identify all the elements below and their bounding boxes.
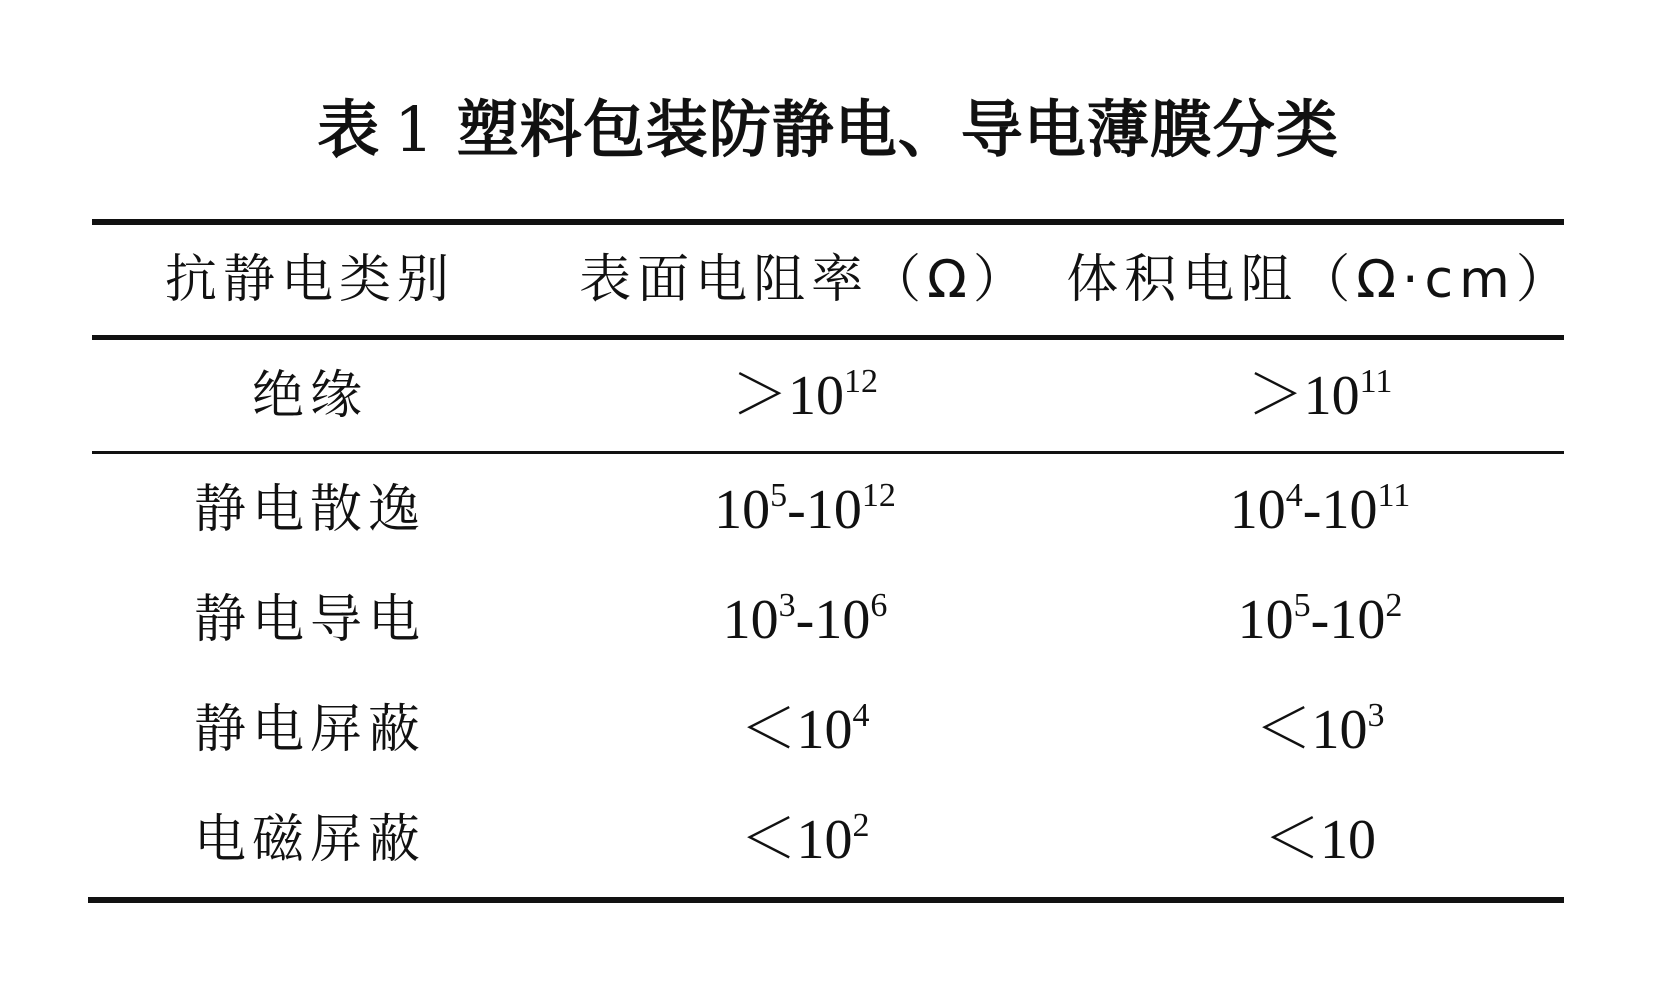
value-exponent-2: 6 <box>870 587 888 624</box>
range-separator: - <box>1310 589 1330 651</box>
range-separator: - <box>787 479 806 541</box>
table-top-rule <box>92 219 1564 225</box>
value-base-2: 10 <box>814 589 871 651</box>
table-header-rule <box>92 335 1564 340</box>
value-exponent: 5 <box>1293 587 1311 624</box>
comparison-sign: ＜ <box>1255 699 1312 761</box>
value-exponent: 12 <box>844 363 878 400</box>
volume-resistance-value <box>1060 364 1580 428</box>
range-separator: - <box>1302 479 1322 541</box>
volume-resistance-value <box>1060 698 1580 762</box>
surface-resistivity-value <box>540 588 1070 652</box>
value-base: 10 <box>722 589 779 651</box>
column-header-category: 抗静电类别 <box>164 250 455 310</box>
table-title-prefix: 表 <box>317 93 381 166</box>
volume-resistance-value <box>1060 808 1580 872</box>
row-category: 静电导电 <box>193 590 426 650</box>
row-category: 静电散逸 <box>193 480 426 540</box>
comparison-sign: ＞ <box>732 365 788 427</box>
table-title <box>0 90 1656 170</box>
range-separator: - <box>795 589 815 651</box>
value-base: 10 <box>714 479 771 541</box>
table-number: 1 <box>394 93 435 166</box>
row-category: 静电屏蔽 <box>193 700 426 760</box>
value-exponent: 5 <box>770 477 788 514</box>
comparison-sign: ＜ <box>1264 809 1320 871</box>
row-category: 电磁屏蔽 <box>193 810 426 870</box>
table-divider-rule <box>92 451 1564 454</box>
value-base: 10 <box>796 699 853 761</box>
value-base: 10 <box>1229 479 1286 541</box>
surface-resistivity-value <box>540 808 1070 872</box>
row-category: 绝缘 <box>251 366 368 426</box>
comparison-sign: ＜ <box>740 699 797 761</box>
value-exponent: 11 <box>1359 363 1393 400</box>
value-exponent-2: 12 <box>861 477 896 514</box>
value-base: 10 <box>796 809 853 871</box>
value-base-2: 10 <box>1321 479 1378 541</box>
table-bottom-rule <box>88 897 1564 903</box>
comparison-sign: ＞ <box>1247 365 1304 427</box>
value-exponent-2: 11 <box>1377 477 1411 514</box>
value-exponent-2: 2 <box>1385 587 1403 624</box>
volume-resistance-value <box>1060 588 1580 652</box>
comparison-sign: ＜ <box>740 809 797 871</box>
value-base: 10 <box>1237 589 1294 651</box>
column-header-volume-resistance: 体积电阻（Ω·cm） <box>1066 250 1574 310</box>
surface-resistivity-value <box>540 698 1070 762</box>
value-base-2: 10 <box>1329 589 1386 651</box>
value-base: 10 <box>1320 809 1376 871</box>
table-title-text: 塑料包装防静电、导电薄膜分类 <box>456 93 1339 166</box>
value-exponent: 2 <box>852 807 870 844</box>
value-exponent: 3 <box>778 587 796 624</box>
value-exponent: 4 <box>852 697 870 734</box>
value-base-2: 10 <box>805 479 862 541</box>
column-header-surface-resistivity: 表面电阻率（Ω） <box>579 250 1031 310</box>
value-exponent: 3 <box>1367 697 1385 734</box>
volume-resistance-value <box>1060 478 1580 542</box>
value-base: 10 <box>1311 699 1368 761</box>
surface-resistivity-value <box>540 364 1070 428</box>
value-exponent: 4 <box>1285 477 1303 514</box>
surface-resistivity-value <box>540 478 1070 542</box>
value-base: 10 <box>1303 365 1360 427</box>
value-base: 10 <box>788 365 844 427</box>
